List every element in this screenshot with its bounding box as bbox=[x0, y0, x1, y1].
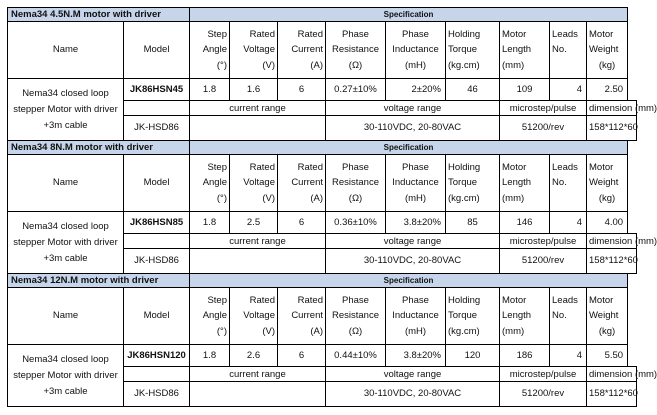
microstep-label: microstep/pulse bbox=[500, 367, 587, 382]
motor-weight-header: Motor Weight (kg) bbox=[587, 155, 628, 212]
model-header: Model bbox=[124, 22, 190, 79]
rated-current-value: 6 bbox=[278, 345, 326, 367]
step-angle-value: 1.8 bbox=[190, 212, 230, 234]
header-row bbox=[8, 288, 637, 345]
driver-model: JK-HSD86 bbox=[124, 249, 190, 274]
holding-torque-value: 120 bbox=[446, 345, 500, 367]
phase-inductance-header: Phase Inductance (mH) bbox=[386, 22, 446, 79]
rated-voltage-value: 1.6 bbox=[230, 79, 278, 101]
microstep-label: microstep/pulse bbox=[500, 101, 587, 116]
data-row bbox=[8, 79, 637, 101]
motor-weight-value: 4.00 bbox=[587, 212, 628, 234]
motor-weight-value: 2.50 bbox=[587, 79, 628, 101]
phase-inductance-value: 3.8±20% bbox=[386, 212, 446, 234]
leads-value: 4 bbox=[550, 79, 587, 101]
step-angle-header: Step Angle (°) bbox=[190, 155, 230, 212]
section-title: Nema34 12N.M motor with driver bbox=[8, 274, 190, 288]
voltage-range-label: voltage range bbox=[326, 234, 500, 249]
driver-model: JK-HSD86 bbox=[124, 382, 190, 407]
header-row bbox=[8, 155, 637, 212]
holding-torque-value: 46 bbox=[446, 79, 500, 101]
holding-torque-header: Holding Torque (kg.cm) bbox=[446, 22, 500, 79]
spec-sheet bbox=[7, 7, 657, 407]
holding-torque-value: 85 bbox=[446, 212, 500, 234]
phase-inductance-header: Phase Inductance (mH) bbox=[386, 288, 446, 345]
rated-current-header: Rated Current (A) bbox=[278, 288, 326, 345]
phase-resistance-header: Phase Resistance (Ω) bbox=[326, 155, 386, 212]
current-range-label: current range bbox=[190, 101, 326, 116]
holding-torque-header: Holding Torque (kg.cm) bbox=[446, 155, 500, 212]
step-angle-header: Step Angle (°) bbox=[190, 288, 230, 345]
current-range-value bbox=[190, 249, 326, 274]
voltage-range-value: 30-110VDC, 20-80VAC bbox=[326, 116, 500, 141]
phase-resistance-header: Phase Resistance (Ω) bbox=[326, 22, 386, 79]
rated-voltage-header: Rated Voltage (V) bbox=[230, 155, 278, 212]
leads-value: 4 bbox=[550, 345, 587, 367]
motor-length-value: 146 bbox=[500, 212, 550, 234]
microstep-value: 51200/rev bbox=[500, 382, 587, 407]
specification-label: Specification bbox=[190, 141, 628, 155]
phase-resistance-value: 0.36±10% bbox=[326, 212, 386, 234]
model-header: Model bbox=[124, 155, 190, 212]
driver-model: JK-HSD86 bbox=[124, 116, 190, 141]
motor-model: JK86HSN45 bbox=[124, 79, 190, 101]
phase-inductance-value: 2±20% bbox=[386, 79, 446, 101]
section-title-row bbox=[8, 141, 637, 155]
leads-header: Leads No. bbox=[550, 22, 587, 79]
microstep-label: microstep/pulse bbox=[500, 234, 587, 249]
motor-weight-header: Motor Weight (kg) bbox=[587, 288, 628, 345]
voltage-range-label: voltage range bbox=[326, 367, 500, 382]
step-angle-value: 1.8 bbox=[190, 345, 230, 367]
section-title-row bbox=[8, 274, 637, 288]
specification-label: Specification bbox=[190, 274, 628, 288]
section-title-row bbox=[8, 8, 637, 22]
motor-length-header: Motor Length (mm) bbox=[500, 22, 550, 79]
phase-inductance-header: Phase Inductance (mH) bbox=[386, 155, 446, 212]
dimension-value: 158*112*60 bbox=[587, 249, 637, 274]
voltage-range-label: voltage range bbox=[326, 101, 500, 116]
motor-length-value: 109 bbox=[500, 79, 550, 101]
name-header: Name bbox=[8, 288, 124, 345]
rated-current-value: 6 bbox=[278, 212, 326, 234]
data-row bbox=[8, 345, 637, 367]
section-title: Nema34 8N.M motor with driver bbox=[8, 141, 190, 155]
rated-voltage-header: Rated Voltage (V) bbox=[230, 288, 278, 345]
product-name: Nema34 closed loop stepper Motor with driver +3m cable bbox=[8, 212, 124, 274]
leads-header: Leads No. bbox=[550, 288, 587, 345]
leads-header: Leads No. bbox=[550, 155, 587, 212]
model-header: Model bbox=[124, 288, 190, 345]
motor-weight-header: Motor Weight (kg) bbox=[587, 22, 628, 79]
dimension-label: dimension (mm) bbox=[587, 234, 637, 249]
dimension-label: dimension (mm) bbox=[587, 367, 637, 382]
microstep-value: 51200/rev bbox=[500, 249, 587, 274]
rated-voltage-value: 2.6 bbox=[230, 345, 278, 367]
data-row bbox=[8, 212, 637, 234]
dimension-value: 158*112*60 bbox=[587, 382, 637, 407]
rated-current-header: Rated Current (A) bbox=[278, 22, 326, 79]
section-title: Nema34 4.5N.M motor with driver bbox=[8, 8, 190, 22]
phase-inductance-value: 3.8±20% bbox=[386, 345, 446, 367]
phase-resistance-value: 0.44±10% bbox=[326, 345, 386, 367]
product-name: Nema34 closed loop stepper Motor with driver +3m cable bbox=[8, 345, 124, 407]
rated-current-value: 6 bbox=[278, 79, 326, 101]
step-angle-header: Step Angle (°) bbox=[190, 22, 230, 79]
motor-model: JK86HSN120 bbox=[124, 345, 190, 367]
dimension-value: 158*112*60 bbox=[587, 116, 637, 141]
header-row bbox=[8, 22, 637, 79]
current-range-value bbox=[190, 116, 326, 141]
step-angle-value: 1.8 bbox=[190, 79, 230, 101]
phase-resistance-value: 0.27±10% bbox=[326, 79, 386, 101]
name-header: Name bbox=[8, 22, 124, 79]
product-name: Nema34 closed loop stepper Motor with driver +3m cable bbox=[8, 79, 124, 141]
voltage-range-value: 30-110VDC, 20-80VAC bbox=[326, 382, 500, 407]
current-range-label: current range bbox=[190, 367, 326, 382]
leads-value: 4 bbox=[550, 212, 587, 234]
holding-torque-header: Holding Torque (kg.cm) bbox=[446, 288, 500, 345]
current-range-label: current range bbox=[190, 234, 326, 249]
current-range-value bbox=[190, 382, 326, 407]
spec-table bbox=[7, 7, 657, 407]
microstep-value: 51200/rev bbox=[500, 116, 587, 141]
motor-length-header: Motor Length (mm) bbox=[500, 155, 550, 212]
rated-current-header: Rated Current (A) bbox=[278, 155, 326, 212]
motor-weight-value: 5.50 bbox=[587, 345, 628, 367]
rated-voltage-value: 2.5 bbox=[230, 212, 278, 234]
motor-length-header: Motor Length (mm) bbox=[500, 288, 550, 345]
dimension-label: dimension (mm) bbox=[587, 101, 637, 116]
specification-label: Specification bbox=[190, 8, 628, 22]
phase-resistance-header: Phase Resistance (Ω) bbox=[326, 288, 386, 345]
voltage-range-value: 30-110VDC, 20-80VAC bbox=[326, 249, 500, 274]
rated-voltage-header: Rated Voltage (V) bbox=[230, 22, 278, 79]
motor-length-value: 186 bbox=[500, 345, 550, 367]
motor-model: JK86HSN85 bbox=[124, 212, 190, 234]
name-header: Name bbox=[8, 155, 124, 212]
